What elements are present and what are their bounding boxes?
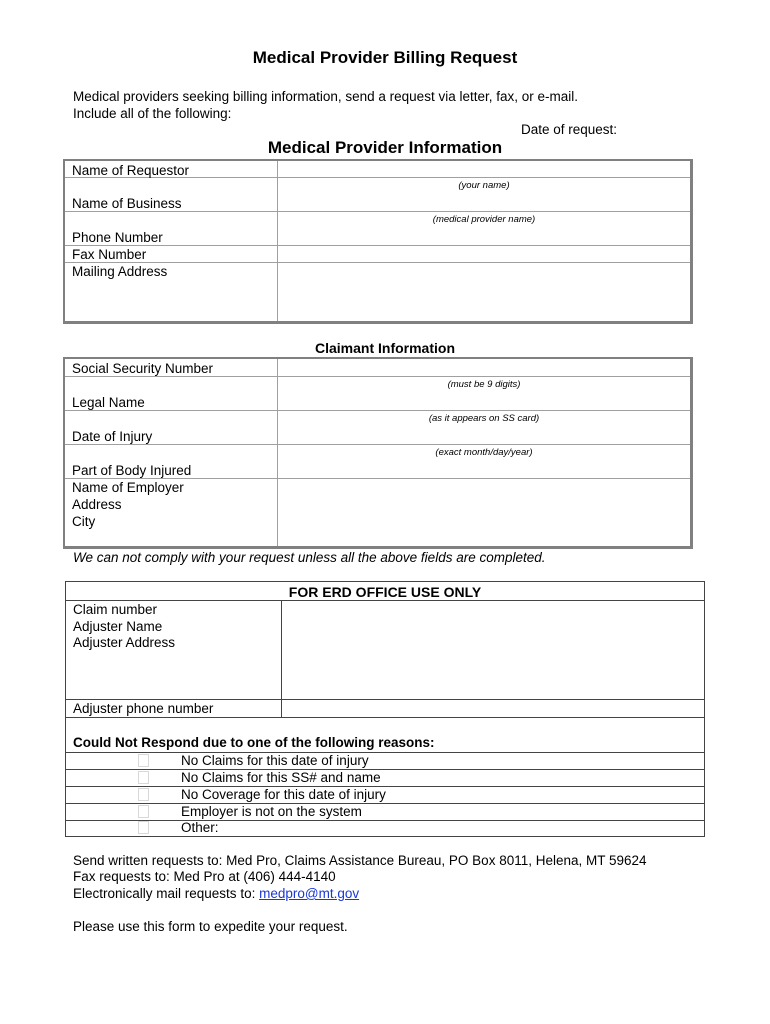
reason-checkbox-employer[interactable]: [138, 805, 149, 818]
address-label: Address: [72, 497, 122, 512]
page-title: Medical Provider Billing Request: [252, 48, 518, 67]
ssn-hint: (must be 9 digits): [447, 379, 521, 390]
email-link[interactable]: medpro@mt.gov: [259, 886, 360, 901]
reason-other: Other:: [181, 820, 219, 835]
business-hint: (medical provider name): [432, 214, 536, 225]
name-of-business-label: Name of Business: [72, 196, 182, 211]
reason-checkbox-no-coverage[interactable]: [138, 788, 149, 801]
date-of-request-label: Date of request:: [521, 122, 618, 137]
reason-no-coverage: No Coverage for this date of injury: [181, 787, 386, 802]
row-divider: [65, 444, 690, 445]
row-divider: [65, 376, 690, 377]
legal-name-label: Legal Name: [72, 395, 145, 410]
email-label: Electronically mail requests to:: [73, 886, 256, 901]
name-of-business-field[interactable]: [278, 194, 690, 211]
intro-line-2: Include all of the following:: [73, 106, 232, 121]
completion-notice: We can not comply with your request unless all the above fields are completed.: [73, 550, 546, 565]
legal-name-hint: (as it appears on SS card): [428, 413, 540, 424]
row-divider: [66, 769, 704, 770]
claimant-table: [63, 357, 693, 549]
requestor-hint: (your name): [458, 180, 510, 191]
mailing-address-field[interactable]: [278, 263, 690, 321]
reason-checkbox-no-claims-date[interactable]: [138, 754, 149, 767]
claimant-section-heading: Claimant Information: [314, 340, 455, 356]
reason-checkbox-no-claims-ssn[interactable]: [138, 771, 149, 784]
fax-instructions: Fax requests to: Med Pro at (406) 444-4140: [73, 869, 336, 884]
date-of-injury-label: Date of Injury: [72, 429, 153, 444]
part-of-body-field[interactable]: [278, 461, 690, 478]
adjuster-name-label: Adjuster Name: [73, 619, 163, 634]
row-divider: [66, 803, 704, 804]
row-divider: [66, 820, 704, 821]
row-divider: [66, 752, 704, 753]
city-label: City: [72, 514, 96, 529]
provider-table: [63, 159, 693, 324]
phone-number-label: Phone Number: [72, 230, 163, 245]
adjuster-info-field[interactable]: [282, 601, 704, 699]
name-of-requestor-label: Name of Requestor: [72, 163, 190, 178]
erd-office-table: [65, 581, 705, 837]
mailing-instructions: Send written requests to: Med Pro, Claims Assistance Bureau, PO Box 8011, Helena, MT 59624: [73, 853, 647, 868]
closing-note: Please use this form to expedite your request.: [73, 919, 348, 934]
reason-no-claims-date: No Claims for this date of injury: [181, 753, 369, 768]
reasons-heading: Could Not Respond due to one of the following reasons:: [73, 735, 435, 750]
ssn-label: Social Security Number: [72, 361, 214, 376]
legal-name-field[interactable]: [278, 393, 690, 410]
erd-heading: FOR ERD OFFICE USE ONLY: [288, 584, 482, 600]
provider-section-heading: Medical Provider Information: [267, 138, 503, 157]
mailing-address-label: Mailing Address: [72, 264, 168, 279]
date-of-injury-hint: (exact month/day/year): [435, 447, 533, 458]
adjuster-phone-field[interactable]: [282, 700, 704, 717]
name-of-requestor-field[interactable]: [278, 161, 690, 177]
fax-number-label: Fax Number: [72, 247, 147, 262]
reason-employer-not-on-system: Employer is not on the system: [181, 804, 362, 819]
row-divider: [65, 410, 690, 411]
phone-number-field[interactable]: [278, 228, 690, 245]
fax-number-field[interactable]: [278, 246, 690, 262]
reason-checkbox-other[interactable]: [138, 821, 149, 834]
date-of-injury-field[interactable]: [278, 427, 690, 444]
adjuster-phone-label: Adjuster phone number: [73, 701, 214, 716]
name-of-employer-label: Name of Employer: [72, 480, 184, 495]
part-of-body-label: Part of Body Injured: [72, 463, 192, 478]
email-instructions: [73, 886, 359, 901]
ssn-field[interactable]: [278, 359, 690, 376]
claim-number-label: Claim number: [73, 602, 158, 617]
row-divider: [65, 211, 690, 212]
row-divider: [66, 717, 704, 718]
employer-address-field[interactable]: [278, 479, 690, 546]
intro-line-1: Medical providers seeking billing information, send a request via letter, fax, or e-mail.: [73, 89, 578, 104]
adjuster-address-label: Adjuster Address: [73, 635, 176, 650]
reason-no-claims-ssn: No Claims for this SS# and name: [181, 770, 381, 785]
